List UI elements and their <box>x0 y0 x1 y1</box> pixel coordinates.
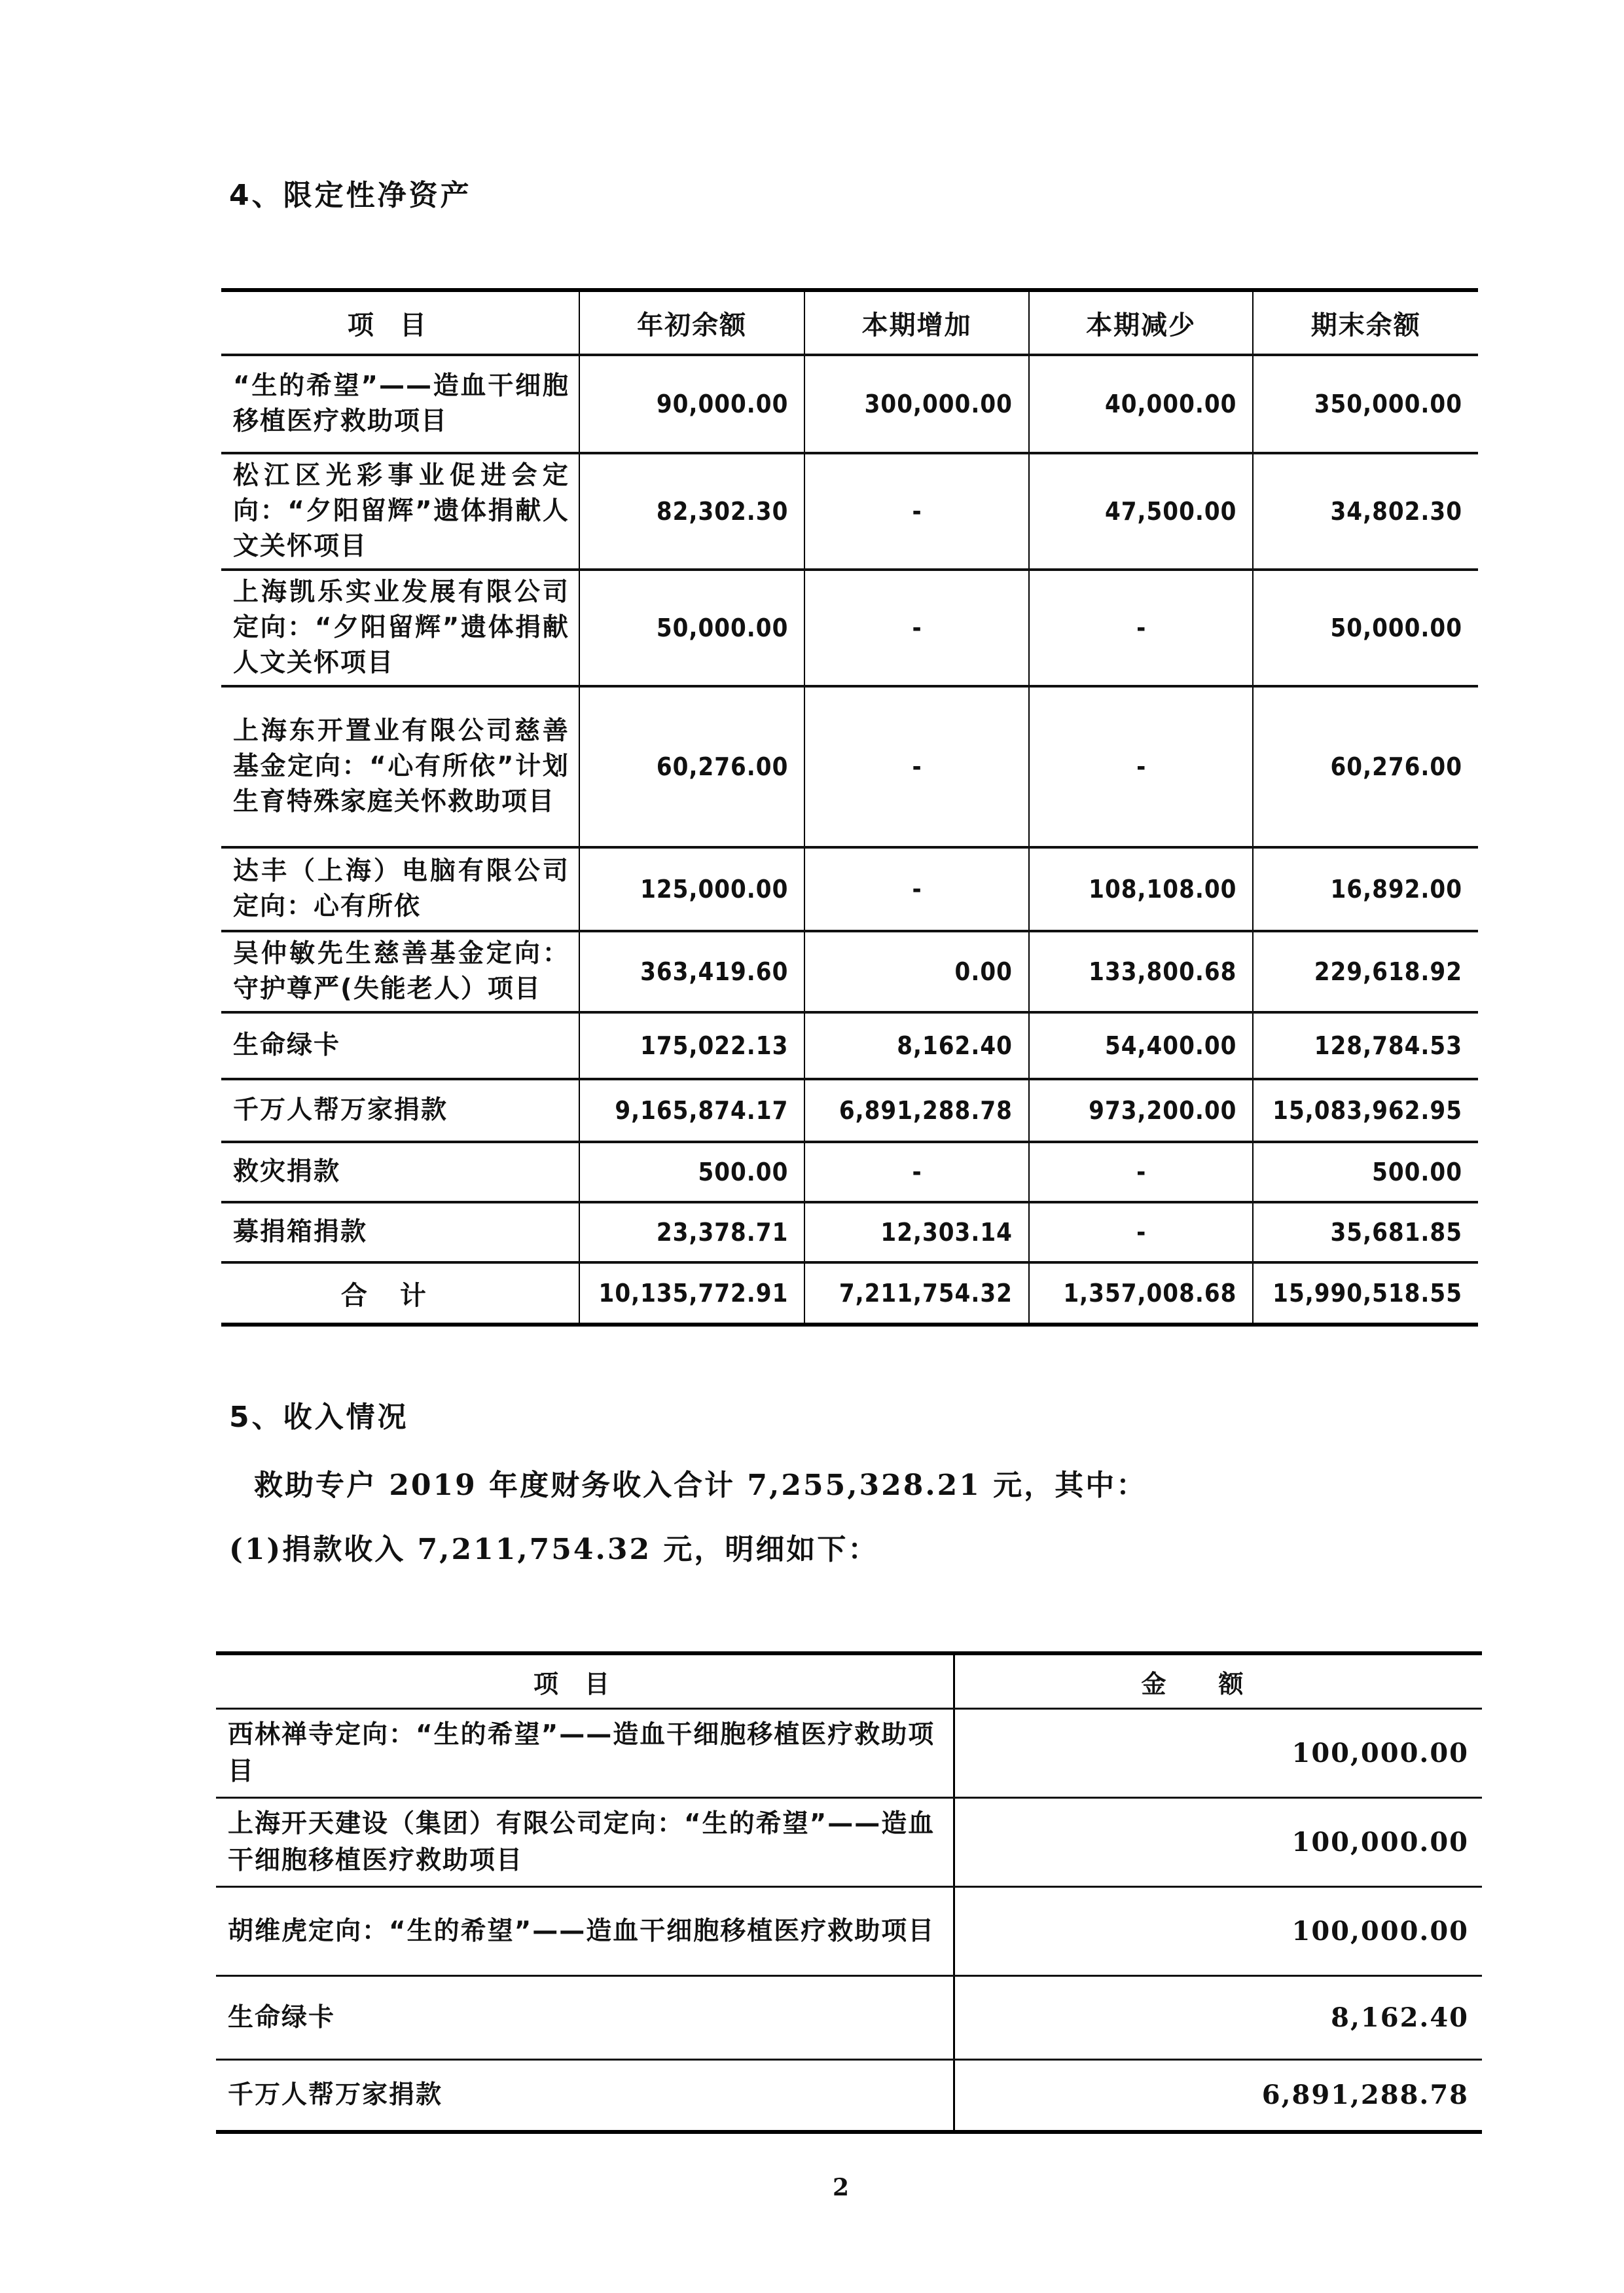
begin-balance-cell: 23,378.71 <box>579 1202 805 1262</box>
page-number: 2 <box>833 2174 850 2201</box>
increase-cell: - <box>804 847 1029 931</box>
amount-cell: 100,000.00 <box>954 1887 1483 1976</box>
increase-cell: - <box>804 570 1029 686</box>
increase-cell: 12,303.14 <box>804 1202 1029 1262</box>
begin-balance-cell: 363,419.60 <box>579 931 805 1012</box>
begin-balance-cell: 500.00 <box>579 1142 805 1202</box>
decrease-cell: - <box>1029 686 1254 847</box>
income-summary-paragraph: 救助专户 2019 年度财务收入合计 7,255,328.21 元，其中： <box>254 1469 1147 1502</box>
begin-balance-cell: 90,000.00 <box>579 355 805 453</box>
increase-cell: - <box>804 686 1029 847</box>
begin-balance-cell: 125,000.00 <box>579 847 805 931</box>
increase-cell: 0.00 <box>804 931 1029 1012</box>
end-balance-cell: 16,892.00 <box>1253 847 1478 931</box>
item-cell: 上海东开置业有限公司慈善基金定向：“心有所依”计划生育特殊家庭关怀救助项目 <box>221 686 579 847</box>
item-cell: 救灾捐款 <box>221 1142 579 1202</box>
decrease-cell: 108,108.00 <box>1029 847 1254 931</box>
donation-income-paragraph: (1)捐款收入 7,211,754.32 元，明细如下： <box>229 1533 879 1566</box>
end-balance-cell: 128,784.53 <box>1253 1012 1478 1079</box>
table-row <box>221 1079 1478 1142</box>
restricted-net-assets-table <box>221 288 1478 1327</box>
col-header-increase: 本期增加 <box>804 290 1029 355</box>
total-begin-cell: 10,135,772.91 <box>579 1262 805 1325</box>
end-balance-cell: 35,681.85 <box>1253 1202 1478 1262</box>
section-5-heading: 5、收入情况 <box>229 1401 409 1434</box>
col-header-item: 项目 <box>216 1653 954 1709</box>
total-row <box>221 1262 1478 1325</box>
item-cell: 千万人帮万家捐款 <box>216 2060 954 2132</box>
col-header-end-balance: 期末余额 <box>1253 290 1478 355</box>
item-cell: 达丰（上海）电脑有限公司定向：心有所依 <box>221 847 579 931</box>
item-cell: 上海开天建设（集团）有限公司定向：“生的希望”——造血干细胞移植医疗救助项目 <box>216 1798 954 1887</box>
end-balance-cell: 60,276.00 <box>1253 686 1478 847</box>
increase-cell: 300,000.00 <box>804 355 1029 453</box>
begin-balance-cell: 60,276.00 <box>579 686 805 847</box>
decrease-cell: 54,400.00 <box>1029 1012 1254 1079</box>
table-row <box>221 1142 1478 1202</box>
item-cell: 募捐箱捐款 <box>221 1202 579 1262</box>
table-row <box>221 686 1478 847</box>
decrease-cell: 973,200.00 <box>1029 1079 1254 1142</box>
end-balance-cell: 34,802.30 <box>1253 453 1478 570</box>
decrease-cell: 47,500.00 <box>1029 453 1254 570</box>
item-cell: 生命绿卡 <box>221 1012 579 1079</box>
end-balance-cell: 500.00 <box>1253 1142 1478 1202</box>
table-row <box>216 1887 1482 1976</box>
donation-income-table <box>216 1651 1482 2134</box>
begin-balance-cell: 82,302.30 <box>579 453 805 570</box>
decrease-cell: - <box>1029 570 1254 686</box>
table-row <box>216 2060 1482 2132</box>
amount-cell: 6,891,288.78 <box>1261 2080 1469 2111</box>
decrease-cell: - <box>1029 1202 1254 1262</box>
item-cell: 西林禅寺定向：“生的希望”——造血干细胞移植医疗救助项目 <box>216 1709 954 1798</box>
section-4-heading: 4、限定性净资产 <box>229 179 472 212</box>
decrease-cell: 40,000.00 <box>1029 355 1254 453</box>
col-header-begin-balance: 年初余额 <box>579 290 805 355</box>
item-cell: 生命绿卡 <box>216 1976 954 2060</box>
end-balance-cell: 50,000.00 <box>1253 570 1478 686</box>
total-decrease-cell: 1,357,008.68 <box>1029 1262 1254 1325</box>
end-balance-cell: 229,618.92 <box>1253 931 1478 1012</box>
col-header-decrease: 本期减少 <box>1029 290 1254 355</box>
table-row <box>221 931 1478 1012</box>
table-row <box>216 1798 1482 1887</box>
begin-balance-cell: 50,000.00 <box>579 570 805 686</box>
begin-balance-cell: 9,165,874.17 <box>579 1079 805 1142</box>
item-cell: “生的希望”——造血干细胞移植医疗救助项目 <box>221 355 579 453</box>
table-header-row <box>216 1653 1482 1709</box>
table-row <box>221 847 1478 931</box>
item-cell: 千万人帮万家捐款 <box>221 1079 579 1142</box>
table-row <box>216 1976 1482 2060</box>
col-header-amount: 金额 <box>954 1653 1483 1709</box>
increase-cell: - <box>804 1142 1029 1202</box>
table-row <box>221 1012 1478 1079</box>
end-balance-cell: 350,000.00 <box>1253 355 1478 453</box>
amount-cell: 100,000.00 <box>954 1709 1483 1798</box>
item-cell: 胡维虎定向：“生的希望”——造血干细胞移植医疗救助项目 <box>216 1887 954 1976</box>
total-label-cell: 合计 <box>221 1262 579 1325</box>
item-cell: 松江区光彩事业促进会定向：“夕阳留辉”遗体捐献人文关怀项目 <box>221 453 579 570</box>
table-row <box>221 453 1478 570</box>
item-cell: 吴仲敏先生慈善基金定向：守护尊严(失能老人）项目 <box>221 931 579 1012</box>
total-increase-cell: 7,211,754.32 <box>804 1262 1029 1325</box>
table-row <box>221 570 1478 686</box>
begin-balance-cell: 175,022.13 <box>579 1012 805 1079</box>
table-row <box>221 1202 1478 1262</box>
table-row <box>221 355 1478 453</box>
col-header-item: 项目 <box>221 290 579 355</box>
increase-cell: 6,891,288.78 <box>804 1079 1029 1142</box>
amount-cell: 100,000.00 <box>954 1798 1483 1887</box>
end-balance-cell: 15,083,962.95 <box>1253 1079 1478 1142</box>
decrease-cell: 133,800.68 <box>1029 931 1254 1012</box>
table-row <box>216 1709 1482 1798</box>
increase-cell: 8,162.40 <box>804 1012 1029 1079</box>
table-header-row <box>221 290 1478 355</box>
amount-cell: 8,162.40 <box>954 1976 1483 2060</box>
total-end-cell: 15,990,518.55 <box>1253 1262 1478 1325</box>
decrease-cell: - <box>1029 1142 1254 1202</box>
item-cell: 上海凯乐实业发展有限公司定向：“夕阳留辉”遗体捐献人文关怀项目 <box>221 570 579 686</box>
increase-cell: - <box>804 453 1029 570</box>
